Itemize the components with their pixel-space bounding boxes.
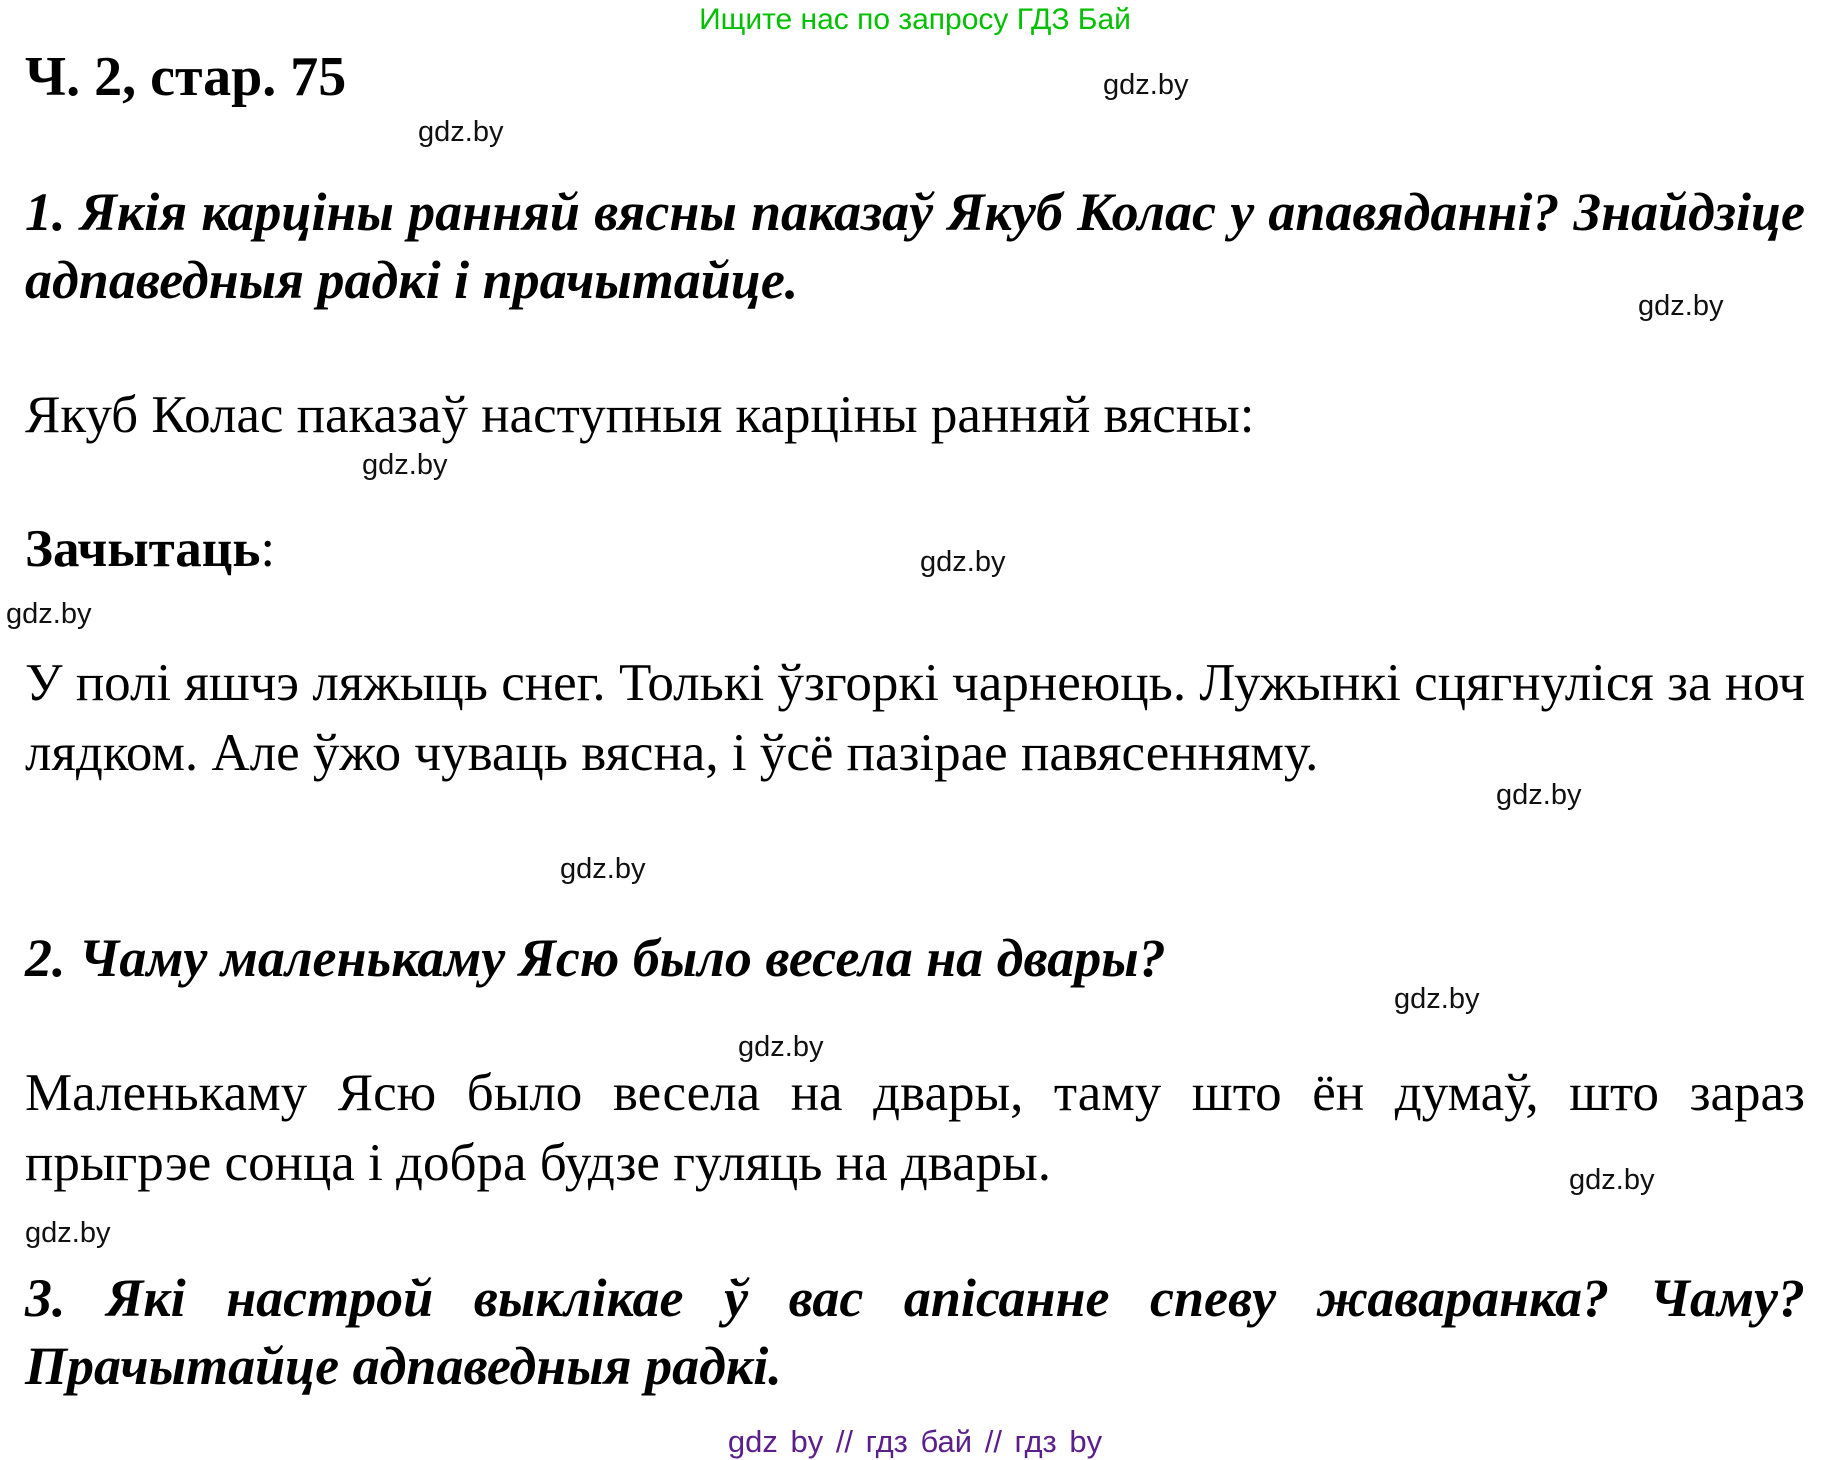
watermark: gdz.by: [560, 853, 646, 885]
question-1: 1. Якія карціны ранняй вясны паказаў Якуб Колас у апавяданні? Знайдзіце адпаведныя радкі і прачытайце.: [25, 182, 1805, 310]
read-label-colon: :: [260, 520, 276, 578]
read-label-line: [25, 514, 275, 584]
page-title: Ч. 2, стар. 75: [25, 46, 347, 108]
question-2: 2. Чаму маленькаму Ясю было весела на двары?: [25, 928, 1166, 988]
question-3: 3. Які настрой выклікае ў вас апісанне спеву жаваранка? Чаму? Прачытайце адпаведныя радкі.: [25, 1268, 1805, 1396]
watermark: gdz.by: [418, 116, 504, 148]
watermark: gdz.by: [738, 1031, 824, 1063]
watermark: gdz.by: [1394, 983, 1480, 1015]
watermark: gdz.by: [25, 1217, 111, 1249]
answer-2: Маленькаму Ясю было весела на двары, таму што ён думаў, што зараз прыгрэе сонца і добра будзе гуляць на двары.: [25, 1064, 1805, 1192]
watermark: gdz.by: [1638, 290, 1724, 322]
watermark: gdz.by: [6, 598, 92, 630]
top-banner: Ищите нас по запросу ГДЗ Бай: [699, 3, 1131, 36]
watermark: gdz.by: [362, 449, 448, 481]
watermark: gdz.by: [1569, 1164, 1655, 1196]
watermark: gdz.by: [920, 546, 1006, 578]
answer-1: Якуб Колас паказаў наступныя карціны ранняй вясны:: [25, 386, 1255, 444]
watermark: gdz.by: [1496, 779, 1582, 811]
footer-watermark: gdz by // гдз бай // гдз by: [727, 1424, 1103, 1459]
quote-passage: У полі яшчэ ляжыць снег. Толькі ўзгоркі чарнеюць. Лужынкі сцягнуліся за ноч лядком. Але ўжо чуваць вясна, і ўсё пазірае павясенняму.: [25, 654, 1805, 782]
watermark: gdz.by: [1103, 69, 1189, 101]
read-label: Зачытаць: [25, 520, 261, 578]
